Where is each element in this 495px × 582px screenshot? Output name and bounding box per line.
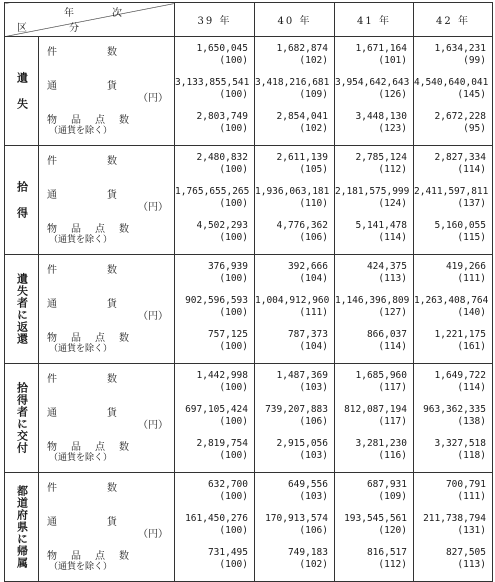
value: 812,087,194 [344,404,407,415]
index-value: (103) [299,382,328,393]
index-value: (111) [299,307,328,318]
index-value: (109) [299,89,328,100]
lost-found-statistics-table [4,2,493,582]
index-value: (100) [219,198,248,209]
value-cell [414,43,492,77]
index-value: (106) [299,416,328,427]
value: 2,411,597,811 [414,186,489,197]
year-column [175,364,255,473]
value: 5,160,055 [434,220,486,231]
group-title: 遺失者に返還 [5,255,39,364]
row-label-main: 物 品 点 数 [47,551,131,562]
row-label-main: 件 数 [47,265,119,276]
year-column [335,364,414,473]
value-cell [335,43,413,77]
value-cell [335,479,413,513]
value-cell [175,370,254,404]
row-label-main: 通 貨 [47,299,119,310]
value-cell [335,295,413,329]
value: 4,502,293 [196,220,248,231]
value-cell [335,77,413,111]
value: 1,221,175 [434,329,486,340]
value: 1,765,655,265 [175,186,250,197]
value-cell [414,295,492,329]
value-cell [175,152,254,186]
value: 1,634,231 [434,43,486,54]
value: 2,827,334 [434,152,486,163]
year-column [175,37,255,146]
index-value: (100) [219,450,248,461]
year-column [255,37,335,146]
year-column [175,146,255,255]
value-cell [255,220,334,254]
value: 902,596,593 [185,295,248,306]
value-cell [255,329,334,363]
value-cell [175,329,254,363]
row-label [39,370,174,404]
row-label-main: 件 数 [47,47,119,58]
index-value: (102) [299,55,328,66]
row-label-main: 物 品 点 数 [47,333,131,344]
value-cell [255,152,334,186]
value: 1,442,998 [196,370,248,381]
index-value: (115) [457,232,486,243]
index-value: (100) [219,382,248,393]
row-label-main: 物 品 点 数 [47,115,131,126]
value: 3,133,855,541 [175,77,250,88]
value: 4,776,362 [276,220,328,231]
row-labels [39,255,175,364]
index-value: (114) [457,382,486,393]
value-cell [255,438,334,472]
index-value: (113) [378,273,407,284]
value-cell [175,77,254,111]
row-labels [39,364,175,473]
index-value: (114) [378,341,407,352]
value-cell [414,186,492,220]
year-column [414,255,493,364]
value: 3,327,518 [434,438,486,449]
header-diagonal-cell [5,3,175,37]
category-axis-label: 区 分 [17,23,95,34]
year-header: 39 年 [175,3,255,37]
index-value: (100) [219,341,248,352]
index-value: (120) [378,525,407,536]
index-value: (100) [219,232,248,243]
index-value: (117) [378,382,407,393]
index-value: (100) [219,525,248,536]
value: 419,266 [445,261,486,272]
row-label-sub: （円） [138,529,168,540]
index-value: (111) [457,491,486,502]
value: 193,545,561 [344,513,407,524]
value: 757,125 [207,329,248,340]
row-label [39,295,174,329]
year-column [255,364,335,473]
value-cell [335,220,413,254]
value-cell [175,547,254,581]
index-value: (102) [299,559,328,570]
value: 5,141,478 [355,220,407,231]
value-cell [335,404,413,438]
year-column [255,255,335,364]
group-row [5,473,493,582]
header-row [5,3,493,37]
value: 424,375 [366,261,407,272]
value-cell [414,77,492,111]
year-column [175,473,255,582]
value: 739,207,883 [265,404,328,415]
row-label [39,220,174,254]
value: 1,487,369 [276,370,328,381]
value-cell [414,513,492,547]
value: 749,183 [287,547,328,558]
value-cell [255,479,334,513]
value-cell [255,111,334,145]
value-cell [335,329,413,363]
value: 2,785,124 [355,152,407,163]
row-label-sub: （円） [138,311,168,322]
group-title: 拾得者に交付 [5,364,39,473]
row-label-main: 物 品 点 数 [47,224,131,235]
index-value: (111) [457,273,486,284]
row-labels [39,473,175,582]
value-cell [175,111,254,145]
index-value: (100) [219,89,248,100]
value-cell [255,513,334,547]
index-value: (102) [299,123,328,134]
value: 649,556 [287,479,328,490]
value: 3,954,642,643 [335,77,410,88]
value: 211,738,794 [423,513,486,524]
index-value: (124) [378,198,407,209]
index-value: (126) [378,89,407,100]
row-label [39,43,174,77]
index-value: (100) [219,559,248,570]
value-cell [175,220,254,254]
value-cell [255,261,334,295]
index-value: (100) [219,123,248,134]
year-column [414,364,493,473]
index-value: (127) [378,307,407,318]
index-value: (114) [378,232,407,243]
value: 1,936,063,181 [255,186,330,197]
row-label [39,404,174,438]
row-labels [39,37,175,146]
row-label [39,261,174,295]
group-title: 遺 失 [5,37,39,146]
year-column [335,473,414,582]
value: 3,281,230 [355,438,407,449]
value: 1,263,408,764 [414,295,489,306]
value: 1,649,722 [434,370,486,381]
index-value: (100) [219,416,248,427]
index-value: (106) [299,525,328,536]
row-label [39,77,174,111]
index-value: (110) [299,198,328,209]
index-value: (116) [378,450,407,461]
group-row [5,364,493,473]
value-cell [414,370,492,404]
row-label-main: 通 貨 [47,81,119,92]
value: 1,146,396,809 [335,295,410,306]
value-cell [335,547,413,581]
value: 866,037 [366,329,407,340]
index-value: (106) [299,232,328,243]
index-value: (117) [378,416,407,427]
row-label-main: 物 品 点 数 [47,442,131,453]
row-label-main: 通 貨 [47,408,119,419]
value: 697,105,424 [185,404,248,415]
year-column [255,146,335,255]
year-axis-label: 年 次 [64,8,136,19]
value-cell [414,547,492,581]
value: 3,448,130 [355,111,407,122]
value: 2,672,228 [434,111,486,122]
index-value: (101) [378,55,407,66]
row-label [39,513,174,547]
group-row [5,37,493,146]
index-value: (95) [463,123,486,134]
index-value: (131) [457,525,486,536]
year-header: 41 年 [335,3,414,37]
index-value: (100) [219,491,248,502]
index-value: (112) [378,164,407,175]
value: 1,650,045 [196,43,248,54]
year-column [335,37,414,146]
index-value: (145) [457,89,486,100]
value-cell [255,547,334,581]
row-label-sub: （通貨を除く） [49,562,113,572]
row-label [39,479,174,513]
year-column [175,255,255,364]
year-column [414,473,493,582]
value: 161,450,276 [185,513,248,524]
value: 2,480,832 [196,152,248,163]
value-cell [175,186,254,220]
value-cell [414,111,492,145]
year-column [414,146,493,255]
group-title: 拾 得 [5,146,39,255]
value: 1,682,874 [276,43,328,54]
value-cell [335,186,413,220]
value: 3,418,216,681 [255,77,330,88]
value: 687,931 [366,479,407,490]
value-cell [255,295,334,329]
group-row [5,255,493,364]
year-header: 40 年 [255,3,335,37]
value-cell [335,513,413,547]
row-label-sub: （通貨を除く） [49,235,113,245]
value: 2,819,754 [196,438,248,449]
value-cell [414,329,492,363]
value: 963,362,335 [423,404,486,415]
year-column [335,255,414,364]
index-value: (100) [219,164,248,175]
row-label-main: 件 数 [47,483,119,494]
value: 2,854,041 [276,111,328,122]
year-header: 42 年 [414,3,493,37]
row-labels [39,146,175,255]
value: 1,671,164 [355,43,407,54]
value: 1,004,912,960 [255,295,330,306]
row-label-main: 通 貨 [47,190,119,201]
index-value: (100) [219,273,248,284]
row-label-sub: （円） [138,202,168,213]
value-cell [414,404,492,438]
index-value: (112) [378,559,407,570]
value-cell [414,261,492,295]
group-title: 都道府県に帰属 [5,473,39,582]
value-cell [175,43,254,77]
value: 731,495 [207,547,248,558]
row-label-sub: （円） [138,420,168,431]
row-label [39,547,174,581]
value: 170,913,574 [265,513,328,524]
index-value: (140) [457,307,486,318]
index-value: (123) [378,123,407,134]
row-label [39,111,174,145]
row-label [39,186,174,220]
value-cell [175,438,254,472]
value: 2,915,056 [276,438,328,449]
value: 816,517 [366,547,407,558]
group-row [5,146,493,255]
index-value: (99) [463,55,486,66]
value: 700,791 [445,479,486,490]
value-cell [175,479,254,513]
index-value: (103) [299,450,328,461]
index-value: (137) [457,198,486,209]
index-value: (118) [457,450,486,461]
value: 2,803,749 [196,111,248,122]
row-label-sub: （通貨を除く） [49,344,113,354]
value-cell [255,404,334,438]
value-cell [335,370,413,404]
row-label-sub: （通貨を除く） [49,126,113,136]
index-value: (105) [299,164,328,175]
value-cell [414,220,492,254]
index-value: (113) [457,559,486,570]
value: 632,700 [207,479,248,490]
value-cell [414,479,492,513]
value-cell [255,186,334,220]
row-label-main: 件 数 [47,156,119,167]
row-label [39,438,174,472]
row-label [39,152,174,186]
value-cell [255,77,334,111]
row-label-sub: （通貨を除く） [49,453,113,463]
row-label-main: 通 貨 [47,517,119,528]
value: 2,181,575,999 [335,186,410,197]
value: 392,666 [287,261,328,272]
index-value: (103) [299,491,328,502]
year-column [255,473,335,582]
row-label-main: 件 数 [47,374,119,385]
value: 827,505 [445,547,486,558]
index-value: (138) [457,416,486,427]
row-label [39,329,174,363]
value-cell [335,438,413,472]
index-value: (100) [219,55,248,66]
value-cell [255,43,334,77]
value: 4,540,640,041 [414,77,489,88]
value: 1,685,960 [355,370,407,381]
year-column [414,37,493,146]
index-value: (100) [219,307,248,318]
value: 376,939 [207,261,248,272]
value-cell [414,152,492,186]
value-cell [175,261,254,295]
index-value: (104) [299,341,328,352]
value-cell [335,261,413,295]
row-label-sub: （円） [138,93,168,104]
index-value: (104) [299,273,328,284]
year-column [335,146,414,255]
index-value: (109) [378,491,407,502]
value-cell [175,513,254,547]
value-cell [335,152,413,186]
value-cell [175,404,254,438]
value: 2,611,139 [276,152,328,163]
index-value: (161) [457,341,486,352]
value-cell [175,295,254,329]
index-value: (114) [457,164,486,175]
value: 787,373 [287,329,328,340]
value-cell [335,111,413,145]
value-cell [255,370,334,404]
value-cell [414,438,492,472]
